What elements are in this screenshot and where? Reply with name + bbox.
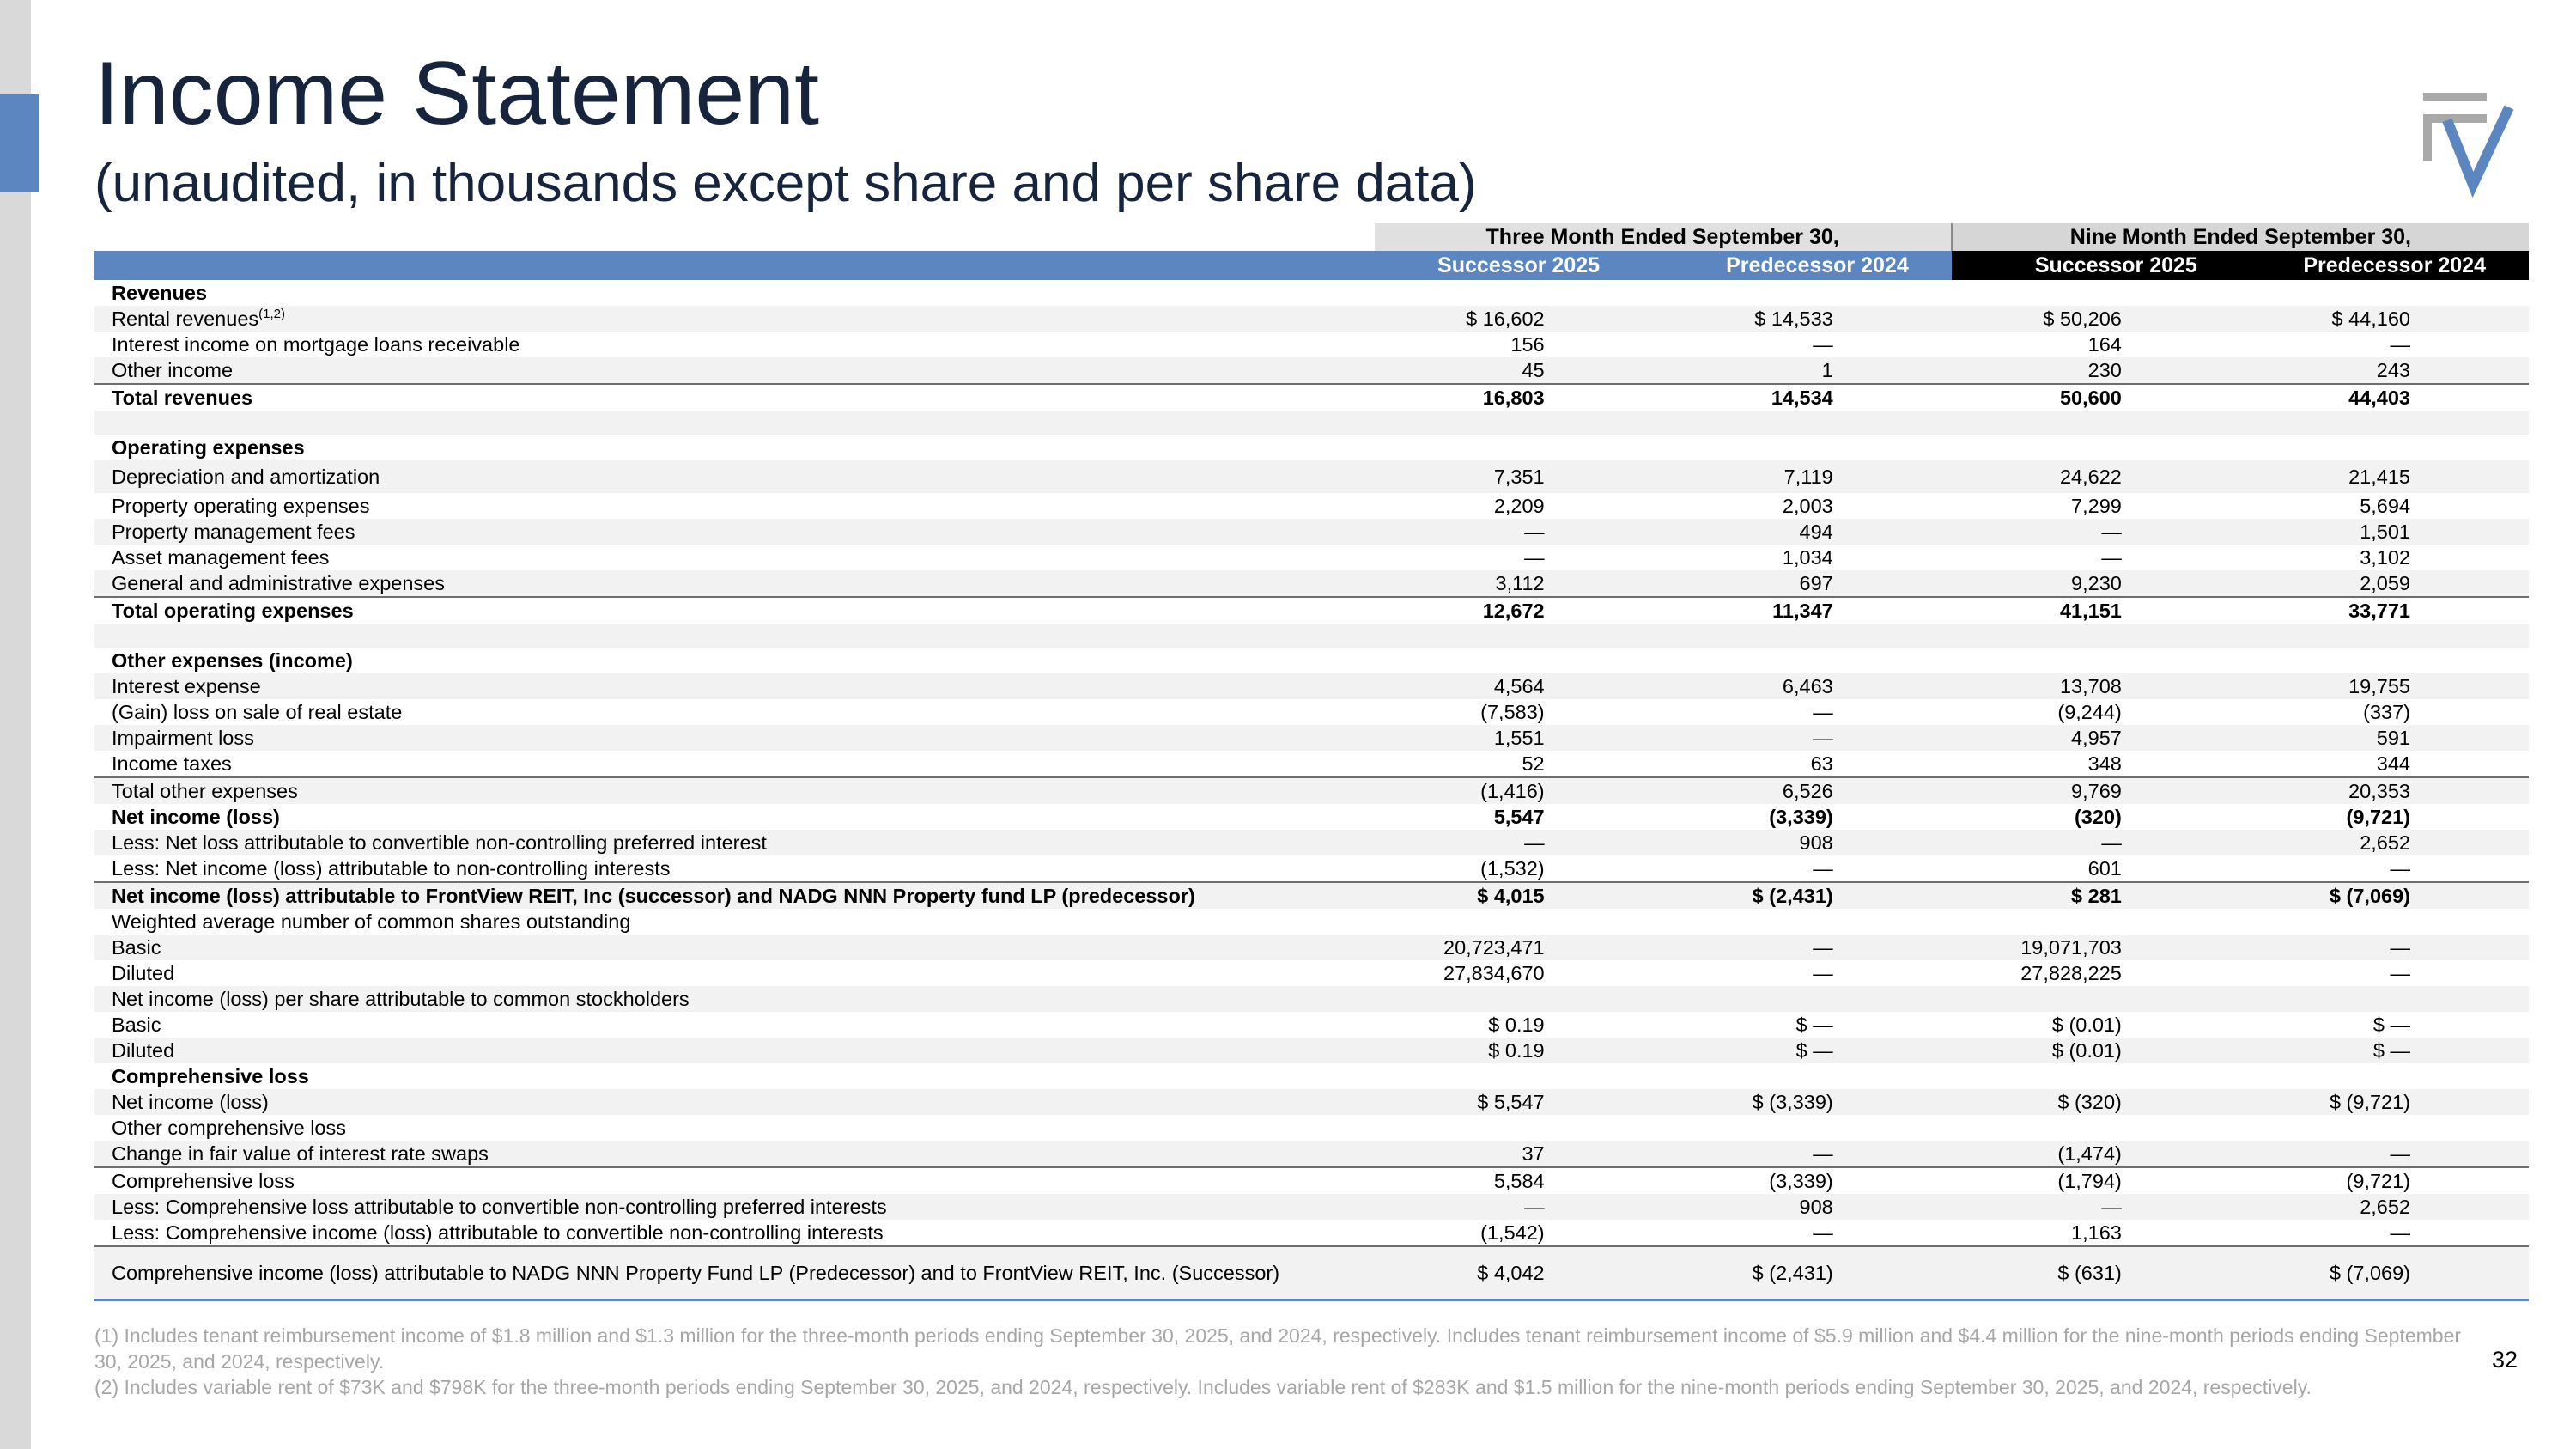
value-cell: (9,721): [2346, 806, 2410, 828]
value-cell: 27,834,670: [1443, 962, 1545, 984]
table-row: [94, 935, 2529, 960]
value-cell: [1952, 986, 2240, 1012]
value-cell: [1663, 1115, 1952, 1141]
value-cell: [1952, 280, 2240, 306]
value-cell: [2240, 280, 2529, 306]
value-cell: [1663, 280, 1952, 306]
row-label-text: Basic: [112, 936, 161, 959]
row-label-text: Other income: [112, 359, 234, 381]
value-cell: 41,151: [1952, 597, 2240, 624]
row-label: [94, 597, 1375, 624]
table-row: [94, 545, 2529, 570]
value-cell: 7,351: [1375, 460, 1663, 493]
row-label-text: Asset management fees: [112, 546, 330, 569]
table-row: [94, 493, 2529, 519]
value-cell: 24,622: [1952, 460, 2240, 493]
table-row: [94, 435, 2529, 460]
row-label: [94, 1141, 1375, 1167]
row-label: [94, 624, 1375, 648]
table-row: [94, 280, 2529, 306]
value-cell: [1663, 624, 1952, 648]
value-cell: (3,339): [1769, 806, 1833, 828]
row-label-text: Diluted: [112, 962, 175, 984]
value-cell: (337): [2363, 701, 2410, 723]
row-label: [94, 1115, 1375, 1141]
row-label-text: Revenues: [112, 282, 208, 304]
row-label: [94, 332, 1375, 357]
income-statement-table: [94, 223, 2529, 1301]
table-row: [94, 830, 2529, 855]
value-cell: (1,794): [1952, 1167, 2240, 1194]
table-row: [94, 624, 2529, 648]
value-cell: —: [2101, 546, 2122, 569]
row-label: [94, 1012, 1375, 1038]
value-cell: 1,551: [1375, 725, 1663, 751]
row-label-text: Total revenues: [112, 387, 253, 409]
row-label: [94, 1220, 1375, 1246]
row-label: [94, 830, 1375, 855]
value-cell: 348: [2087, 752, 2122, 775]
value-cell: 37: [1375, 1141, 1663, 1167]
table-row: [94, 986, 2529, 1012]
value-cell: —: [1813, 701, 1833, 723]
row-label: [94, 384, 1375, 411]
value-cell: $ (0.01): [2051, 1014, 2122, 1036]
value-cell: 5,694: [2360, 495, 2410, 517]
footnotes: [94, 1323, 2464, 1400]
row-label-text: Net income (loss): [112, 1091, 269, 1113]
table-row: [94, 384, 2529, 411]
value-cell: 908: [1663, 1194, 1952, 1220]
value-cell: $ —: [1795, 1014, 1833, 1036]
row-label: [94, 855, 1375, 882]
value-cell: [1375, 435, 1663, 460]
value-cell: —: [1375, 1194, 1663, 1220]
value-cell: 697: [1663, 570, 1952, 597]
value-cell: 16,803: [1375, 384, 1663, 411]
table-row: [94, 1220, 2529, 1246]
value-cell: $ 281: [1952, 882, 2240, 909]
value-cell: 3,102: [2360, 546, 2410, 569]
row-label: [94, 306, 1375, 332]
value-cell: 13,708: [1952, 673, 2240, 699]
value-cell: 27,828,225: [2020, 962, 2122, 984]
header-label-cell: [94, 251, 1375, 280]
page-title: Income Statement: [94, 44, 819, 143]
value-cell: 7,119: [1663, 460, 1952, 493]
value-cell: —: [1952, 1194, 2240, 1220]
value-cell: $ 0.19: [1488, 1014, 1545, 1036]
value-cell: 63: [1810, 752, 1833, 775]
value-cell: —: [2240, 935, 2529, 960]
income-statement-body: [94, 280, 2529, 1300]
value-cell: 45: [1375, 357, 1663, 384]
value-cell: [1375, 280, 1663, 306]
value-cell: [1952, 909, 2240, 935]
row-label-text: Depreciation and amortization: [112, 466, 380, 488]
value-cell: [1375, 648, 1663, 673]
row-label: [94, 648, 1375, 673]
period-group-header-row: [94, 223, 2529, 251]
row-label: [94, 804, 1375, 830]
value-cell: —: [1952, 519, 2240, 545]
value-cell: 6,526: [1663, 777, 1952, 804]
table-row: [94, 1012, 2529, 1038]
value-cell: $ (2,431): [1663, 1246, 1952, 1300]
value-cell: [1663, 648, 1952, 673]
row-label-text: Net income (loss) attributable to FrontView REIT, Inc (successor) and NADG NNN Property fund LP (predecessor): [112, 885, 1195, 907]
value-cell: 5,547: [1493, 806, 1545, 828]
value-cell: 164: [2087, 333, 2122, 356]
row-label-text: Interest income on mortgage loans receivable: [112, 333, 520, 356]
row-label: [94, 357, 1375, 384]
table-row: [94, 1115, 2529, 1141]
value-cell: —: [1663, 1141, 1952, 1167]
row-label: [94, 1089, 1375, 1115]
row-label-text: Basic: [112, 1014, 161, 1036]
table-row: [94, 1089, 2529, 1115]
row-label-text: Other comprehensive loss: [112, 1117, 346, 1139]
value-cell: (1,416): [1375, 777, 1663, 804]
row-label-text: General and administrative expenses: [112, 572, 445, 594]
value-cell: (3,339): [1663, 1167, 1952, 1194]
footnote-2: (2) Includes variable rent of $73K and $798K for the three-month periods ending September 30, 2025, and 2024, respectively. Includes variable rent of $283K and $1.5 million for the nine-month periods ending September 30, 2025, and 2024, respectively.: [94, 1376, 2312, 1398]
col-header-9m-predecessor-2024: Predecessor 2024: [2240, 251, 2529, 280]
value-cell: 7,299: [2071, 495, 2122, 517]
value-cell: (9,721): [2240, 1167, 2529, 1194]
value-cell: [1952, 1063, 2240, 1089]
row-label-text: Less: Comprehensive income (loss) attributable to convertible non-controlling interests: [112, 1221, 884, 1244]
value-cell: [2240, 986, 2529, 1012]
value-cell: $ —: [2240, 1038, 2529, 1063]
row-label-text: Rental revenues: [112, 307, 259, 330]
value-cell: 5,584: [1375, 1167, 1663, 1194]
value-cell: 230: [1952, 357, 2240, 384]
value-cell: $ (2,431): [1663, 882, 1952, 909]
column-header-row: [94, 251, 2529, 280]
value-cell: —: [2390, 962, 2410, 984]
value-cell: [1375, 986, 1663, 1012]
col-header-q3-predecessor-2024: Predecessor 2024: [1663, 251, 1952, 280]
value-cell: $ 4,015: [1375, 882, 1663, 909]
value-cell: 344: [2376, 752, 2410, 775]
table-row: [94, 332, 2529, 357]
table-row: [94, 597, 2529, 624]
row-label-text: Property operating expenses: [112, 495, 370, 517]
footnote-1: (1) Includes tenant reimbursement income of $1.8 million and $1.3 million for the three-month periods ending September 30, 2025, and 2024, respectively. Includes tenant reimbursement income of $5.9 million and $4.4 million for the nine-month periods ending September 30, 2025, and 2024, respectively.: [94, 1324, 2462, 1373]
row-label-text: Comprehensive loss: [112, 1065, 309, 1087]
row-label-text: Comprehensive income (loss) attributable to NADG NNN Property Fund LP (Predecessor) and to FrontView REIT, Inc. (Successor): [112, 1261, 1280, 1284]
table-row: [94, 1141, 2529, 1167]
value-cell: —: [1524, 546, 1545, 569]
row-label: [94, 1063, 1375, 1089]
row-label: [94, 435, 1375, 460]
row-label: [94, 1167, 1375, 1194]
row-label: [94, 493, 1375, 519]
value-cell: 2,652: [2240, 1194, 2529, 1220]
value-cell: 12,672: [1375, 597, 1663, 624]
table-row: [94, 855, 2529, 882]
row-label: [94, 909, 1375, 935]
table-row: [94, 699, 2529, 725]
value-cell: 4,957: [1952, 725, 2240, 751]
value-cell: 3,112: [1375, 570, 1663, 597]
value-cell: 20,353: [2240, 777, 2529, 804]
value-cell: 2,003: [1782, 495, 1833, 517]
frontview-logo-icon: [2415, 86, 2518, 198]
value-cell: 494: [1663, 519, 1952, 545]
value-cell: [2240, 648, 2529, 673]
value-cell: 1,501: [2240, 519, 2529, 545]
row-label-text: Net income (loss): [112, 806, 280, 828]
value-cell: (7,583): [1480, 701, 1545, 723]
value-cell: 14,534: [1663, 384, 1952, 411]
row-label-text: Diluted: [112, 1039, 175, 1062]
table-row: [94, 804, 2529, 830]
row-label: [94, 986, 1375, 1012]
value-cell: —: [2390, 857, 2410, 880]
value-cell: 591: [2240, 725, 2529, 751]
value-cell: 243: [2240, 357, 2529, 384]
value-cell: 19,755: [2240, 673, 2529, 699]
value-cell: [1952, 648, 2240, 673]
value-cell: 50,600: [1952, 384, 2240, 411]
value-cell: (320): [2074, 806, 2122, 828]
value-cell: [1375, 411, 1663, 435]
value-cell: [2240, 411, 2529, 435]
value-cell: $ (631): [1952, 1246, 2240, 1300]
value-cell: [2240, 435, 2529, 460]
table-row: [94, 1194, 2529, 1220]
value-cell: [2240, 1063, 2529, 1089]
value-cell: 52: [1522, 752, 1545, 775]
value-cell: 21,415: [2240, 460, 2529, 493]
row-label: [94, 545, 1375, 570]
value-cell: [1663, 435, 1952, 460]
row-label-text: Comprehensive loss: [112, 1170, 295, 1192]
row-label-text: (Gain) loss on sale of real estate: [112, 701, 403, 723]
row-label: [94, 411, 1375, 435]
row-label-text: Other expenses (income): [112, 649, 353, 672]
left-accent-bar: [0, 94, 39, 192]
table-row: [94, 460, 2529, 493]
row-label: [94, 1194, 1375, 1220]
value-cell: $ 4,042: [1375, 1246, 1663, 1300]
value-cell: 9,769: [1952, 777, 2240, 804]
value-cell: —: [1663, 935, 1952, 960]
value-cell: $ 16,602: [1375, 306, 1663, 332]
table-row: [94, 960, 2529, 986]
table-row: [94, 882, 2529, 909]
value-cell: [1663, 909, 1952, 935]
row-label: [94, 960, 1375, 986]
value-cell: 1,034: [1782, 546, 1833, 569]
table-row: [94, 1038, 2529, 1063]
row-label: [94, 935, 1375, 960]
row-label: [94, 777, 1375, 804]
value-cell: —: [1813, 333, 1833, 356]
value-cell: 1,163: [2071, 1221, 2122, 1244]
value-cell: —: [1813, 857, 1833, 880]
footnote-reference: (1,2): [258, 307, 285, 322]
value-cell: 33,771: [2240, 597, 2529, 624]
table-row: [94, 411, 2529, 435]
table-row: [94, 570, 2529, 597]
table-row: [94, 648, 2529, 673]
page-subtitle: (unaudited, in thousands except share and per share data): [94, 154, 1477, 213]
value-cell: (9,244): [2057, 701, 2122, 723]
value-cell: (1,542): [1480, 1221, 1545, 1244]
value-cell: $ (0.01): [1952, 1038, 2240, 1063]
row-label: [94, 519, 1375, 545]
row-label-text: Operating expenses: [112, 436, 305, 459]
row-label-text: Interest expense: [112, 675, 261, 697]
row-label-text: Less: Net loss attributable to convertible non-controlling preferred interest: [112, 831, 767, 854]
value-cell: —: [1813, 1221, 1833, 1244]
value-cell: —: [1375, 519, 1663, 545]
table-row: [94, 673, 2529, 699]
three-month-group-header: Three Month Ended September 30,: [1375, 223, 1952, 251]
nine-month-group-header: Nine Month Ended September 30,: [1952, 223, 2529, 251]
value-cell: $ —: [1663, 1038, 1952, 1063]
value-cell: $ (320): [1952, 1089, 2240, 1115]
value-cell: 2,059: [2240, 570, 2529, 597]
value-cell: $ 44,160: [2240, 306, 2529, 332]
value-cell: $ 5,547: [1375, 1089, 1663, 1115]
value-cell: [1375, 1115, 1663, 1141]
value-cell: —: [1375, 830, 1663, 855]
row-label: [94, 673, 1375, 699]
left-gray-bar: [0, 0, 31, 1449]
value-cell: 19,071,703: [1952, 935, 2240, 960]
value-cell: [2240, 909, 2529, 935]
table-row: [94, 909, 2529, 935]
row-label: [94, 570, 1375, 597]
value-cell: —: [1952, 830, 2240, 855]
table-row: [94, 751, 2529, 777]
row-label: [94, 1038, 1375, 1063]
row-label-text: Net income (loss) per share attributable to common stockholders: [112, 988, 690, 1010]
value-cell: 9,230: [1952, 570, 2240, 597]
value-cell: $ —: [2372, 1014, 2410, 1036]
row-label-text: Change in fair value of interest rate swaps: [112, 1142, 489, 1165]
value-cell: $ (7,069): [2240, 1246, 2529, 1300]
value-cell: $ (9,721): [2240, 1089, 2529, 1115]
value-cell: 4,564: [1375, 673, 1663, 699]
value-cell: 156: [1510, 333, 1545, 356]
row-label-text: Income taxes: [112, 752, 232, 775]
value-cell: —: [2240, 1141, 2529, 1167]
table-row: [94, 306, 2529, 332]
row-label: [94, 751, 1375, 777]
table-row: [94, 519, 2529, 545]
row-label-text: Total operating expenses: [112, 600, 354, 622]
table-row: [94, 1246, 2529, 1300]
header-blank-cell: [94, 223, 1375, 251]
col-header-q3-successor-2025: Successor 2025: [1375, 251, 1663, 280]
value-cell: (1,474): [1952, 1141, 2240, 1167]
row-label-text: Less: Comprehensive loss attributable to convertible non-controlling preferred interests: [112, 1196, 887, 1218]
value-cell: [1375, 909, 1663, 935]
value-cell: —: [1813, 962, 1833, 984]
value-cell: [1375, 624, 1663, 648]
row-label: [94, 280, 1375, 306]
row-label-text: Weighted average number of common shares outstanding: [112, 910, 631, 933]
row-label-text: Impairment loss: [112, 727, 254, 749]
value-cell: 2,209: [1493, 495, 1545, 517]
value-cell: $ (3,339): [1663, 1089, 1952, 1115]
value-cell: 11,347: [1663, 597, 1952, 624]
table-row: [94, 725, 2529, 751]
value-cell: $ 50,206: [1952, 306, 2240, 332]
value-cell: 601: [2087, 857, 2122, 880]
value-cell: $ 0.19: [1375, 1038, 1663, 1063]
value-cell: [2240, 1115, 2529, 1141]
value-cell: 6,463: [1663, 673, 1952, 699]
row-label: [94, 882, 1375, 909]
value-cell: [1952, 411, 2240, 435]
value-cell: —: [1663, 725, 1952, 751]
value-cell: [1952, 624, 2240, 648]
page-number: 32: [2492, 1347, 2518, 1373]
value-cell: [1663, 986, 1952, 1012]
value-cell: 908: [1663, 830, 1952, 855]
value-cell: [1663, 411, 1952, 435]
value-cell: [1952, 435, 2240, 460]
value-cell: $ (7,069): [2240, 882, 2529, 909]
table-row: [94, 357, 2529, 384]
row-label: [94, 725, 1375, 751]
row-label-text: Less: Net income (loss) attributable to non-controlling interests: [112, 857, 671, 880]
table-row: [94, 777, 2529, 804]
value-cell: 1: [1663, 357, 1952, 384]
value-cell: —: [2390, 1221, 2410, 1244]
value-cell: —: [2390, 333, 2410, 356]
row-label: [94, 1246, 1375, 1300]
value-cell: [1952, 1115, 2240, 1141]
value-cell: (1,532): [1480, 857, 1545, 880]
col-header-9m-successor-2025: Successor 2025: [1952, 251, 2240, 280]
table-row: [94, 1063, 2529, 1089]
value-cell: [1663, 1063, 1952, 1089]
value-cell: 44,403: [2240, 384, 2529, 411]
value-cell: 2,652: [2240, 830, 2529, 855]
row-label: [94, 460, 1375, 493]
value-cell: [2240, 624, 2529, 648]
value-cell: $ 14,533: [1663, 306, 1952, 332]
table-row: [94, 1167, 2529, 1194]
row-label: [94, 699, 1375, 725]
value-cell: 20,723,471: [1375, 935, 1663, 960]
row-label-text: Total other expenses: [112, 780, 298, 802]
value-cell: [1375, 1063, 1663, 1089]
row-label-text: Property management fees: [112, 521, 355, 543]
